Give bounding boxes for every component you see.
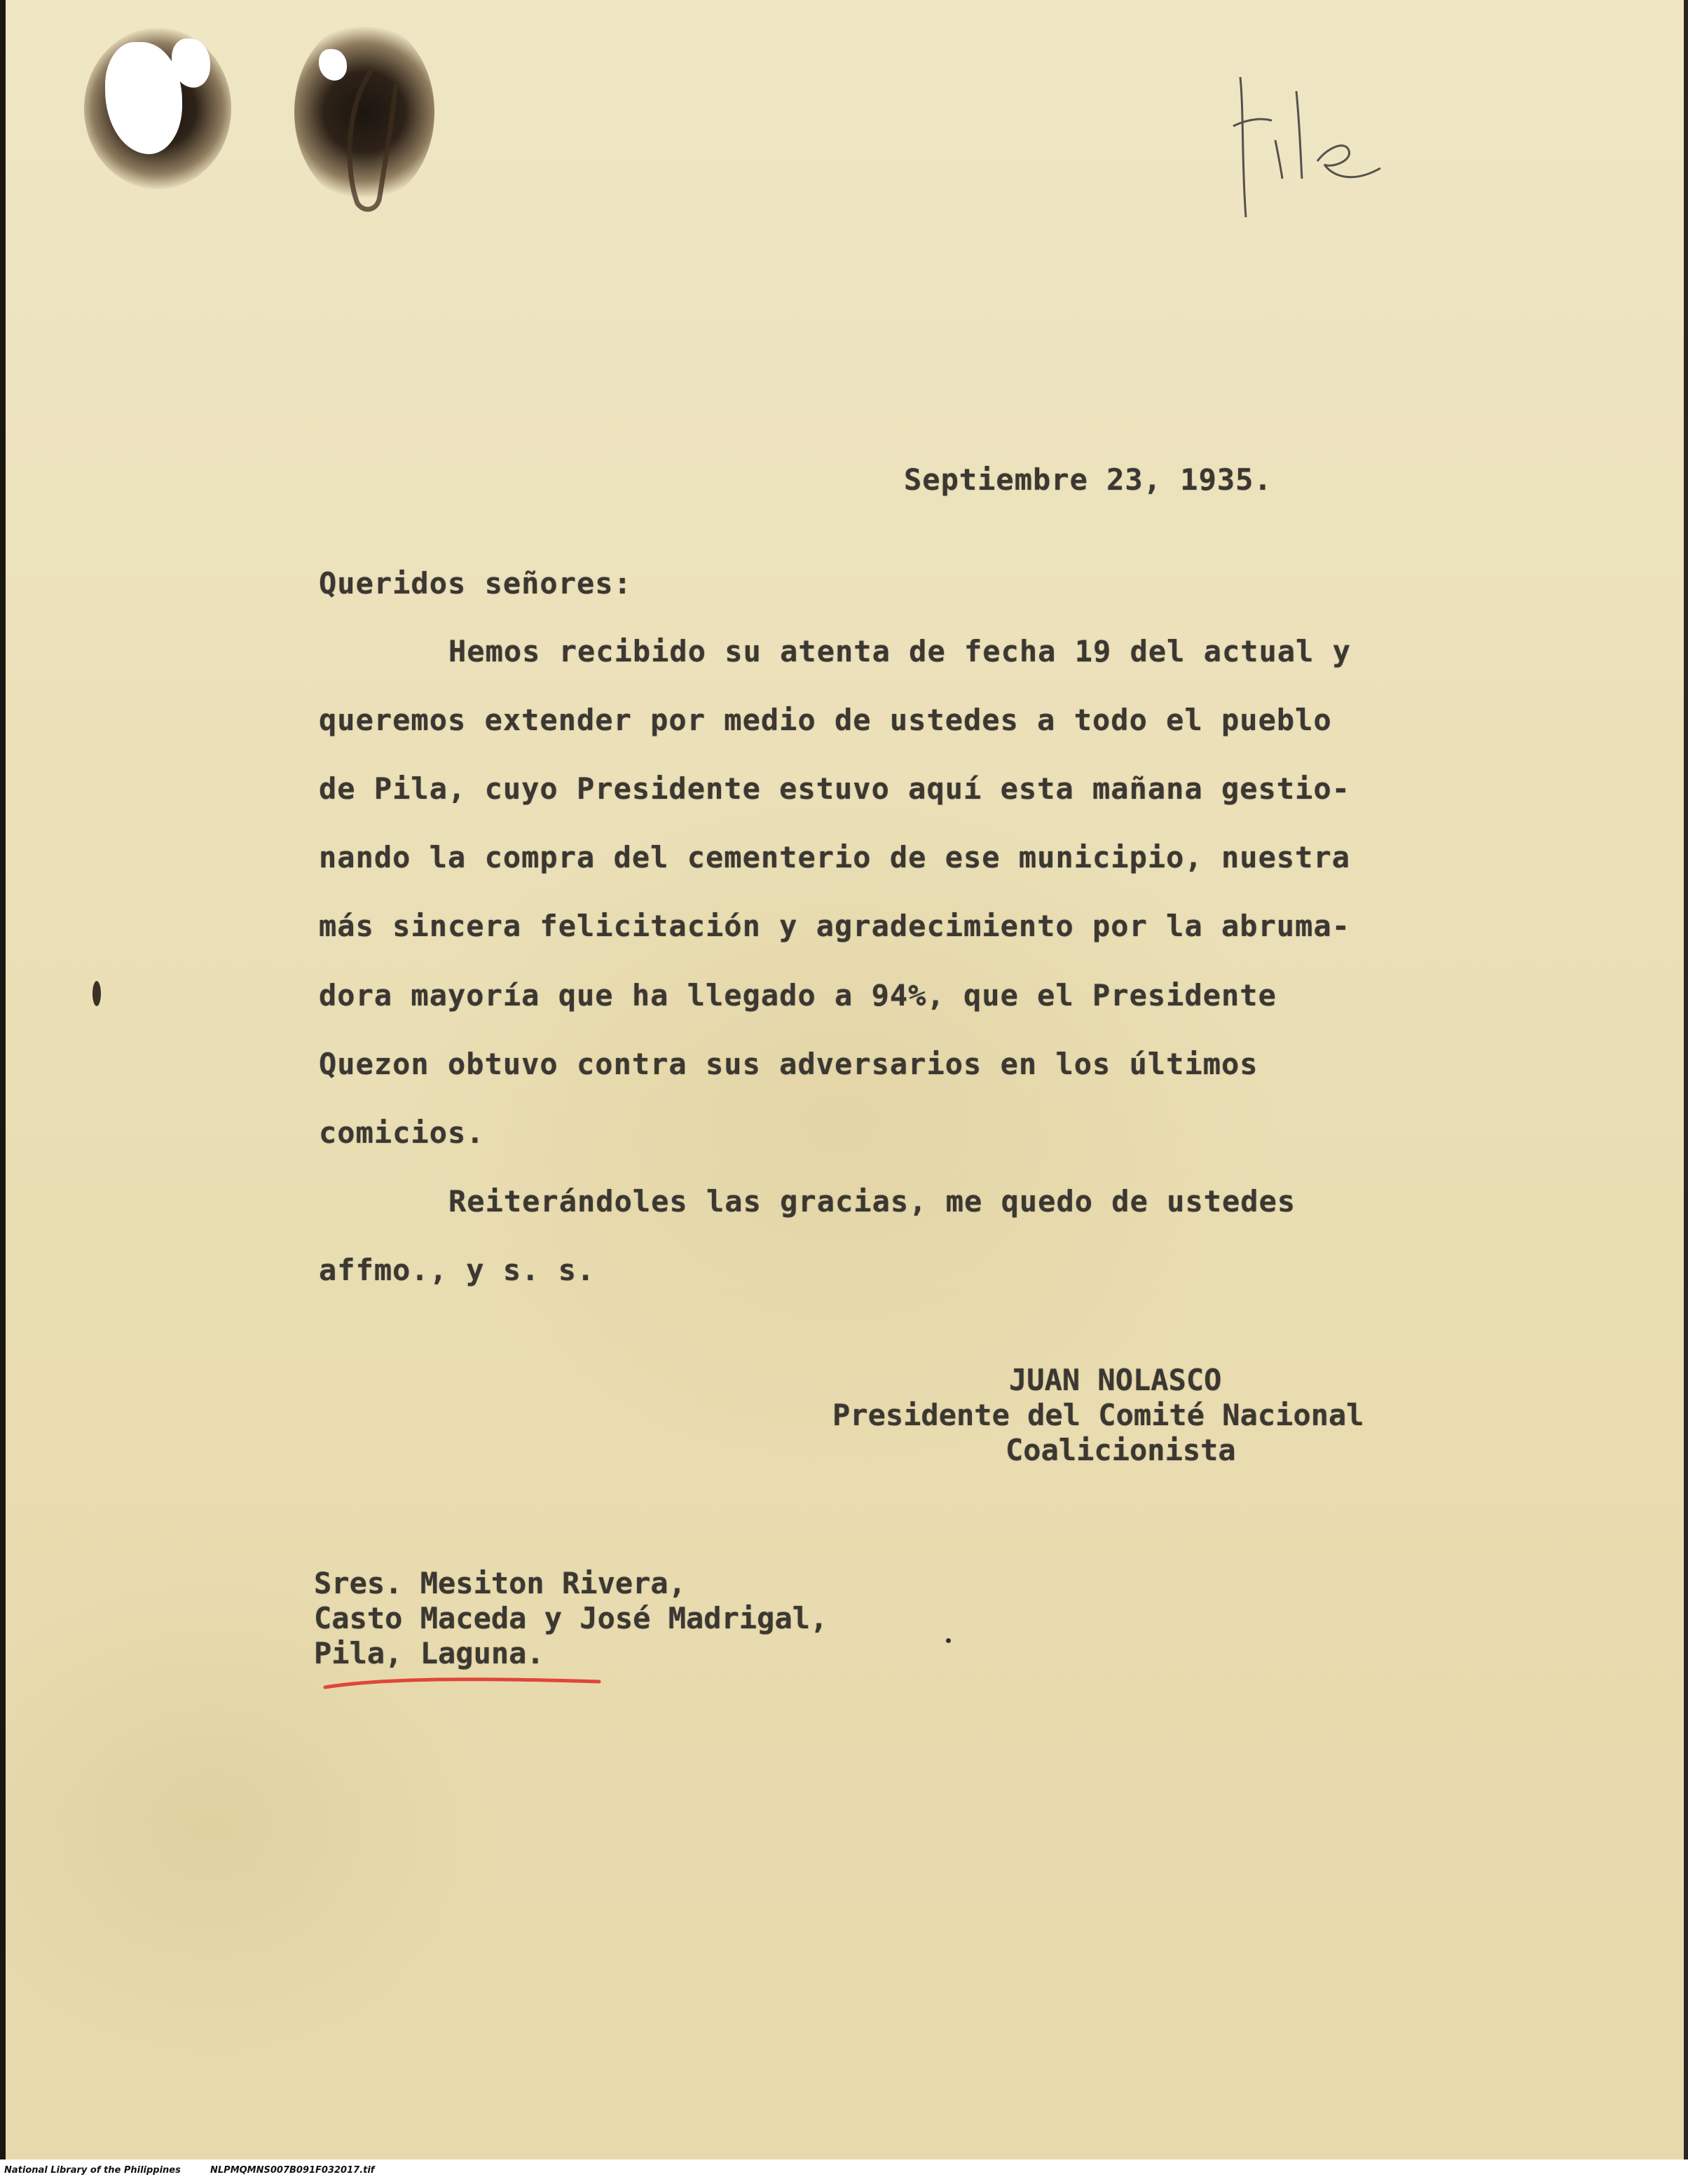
body-line: nando la compra del cementerio de ese municipio, nuestra: [319, 840, 1351, 874]
signature-title: Coalicionista: [1006, 1433, 1236, 1467]
scan-edge-left: [0, 0, 6, 2159]
signature-title: Presidente del Comité Nacional: [832, 1398, 1364, 1432]
letter-date: Septiembre 23, 1935.: [904, 462, 1272, 497]
body-line: dora mayoría que ha llegado a 94%, que el Presidente: [319, 978, 1277, 1012]
handwritten-note-text: file: [1212, 63, 1214, 64]
closing-line: affmo., y s. s.: [319, 1253, 596, 1287]
footer-library: National Library of the Philippines: [4, 2165, 181, 2176]
body-line: Quezon obtuvo contra sus adversarios en los últimos: [319, 1047, 1258, 1081]
body-line: comicios.: [319, 1115, 485, 1150]
addressee-line: Casto Maceda y José Madrigal,: [314, 1601, 828, 1635]
body-line: de Pila, cuyo Presidente estuvo aquí esta mañana gestio-: [319, 771, 1351, 806]
ink-speck: [92, 981, 101, 1006]
addressee-line: Pila, Laguna.: [314, 1636, 544, 1670]
scan-footer: [0, 2159, 1688, 2184]
body-line: queremos extender por medio de ustedes a todo el pueblo: [319, 703, 1332, 737]
scan-edge-right: [1684, 0, 1688, 2159]
closing-line: Reiterándoles las gracias, me quedo de ustedes: [448, 1184, 1296, 1218]
footer-file-id: NLPMQMNS007B091F032017.tif: [210, 2165, 375, 2176]
paper-clip-mark: [329, 56, 413, 217]
signature-name: JUAN NOLASCO: [1009, 1363, 1222, 1397]
red-pencil-underline: [322, 1673, 603, 1694]
handwritten-file-note: [1212, 63, 1394, 231]
ink-speck: [946, 1638, 951, 1643]
addressee-line: Sres. Mesiton Rivera,: [314, 1566, 687, 1600]
body-line: Hemos recibido su atenta de fecha 19 del actual y: [448, 634, 1352, 668]
body-line: más sincera felicitación y agradecimiento por la abruma-: [319, 909, 1351, 943]
letter-salutation: Queridos señores:: [319, 566, 632, 600]
